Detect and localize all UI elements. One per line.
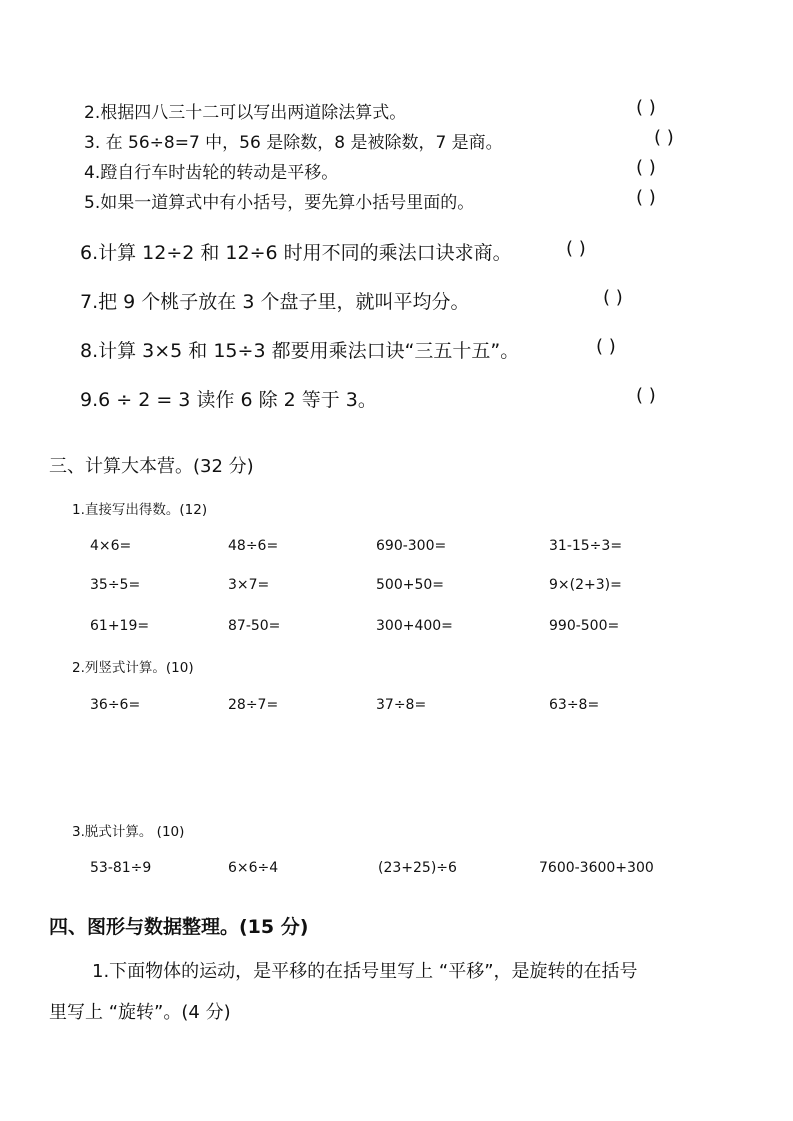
vertical-calc: 37÷8= [376,697,427,713]
oral-calc: 500+50= [376,577,444,593]
oral-calc: 690-300= [376,538,447,554]
oral-calc: 300+400= [376,618,453,634]
judgement-item-5: 5.如果一道算式中有小括号，要先算小括号里面的。 [84,193,475,213]
stepwise-calc: 53-81÷9 [90,860,152,876]
part1-title: 1.直接写出得数。(12) [72,502,208,518]
answer-paren-5[interactable]: ( ) [636,187,656,208]
vertical-calc: 36÷6= [90,697,141,713]
oral-calc: 4×6= [90,538,132,554]
judgement-item-7: 7.把 9 个桃子放在 3 个盘子里，就叫平均分。 [80,291,470,313]
judgement-item-3: 3. 在 56÷8=7 中，56 是除数，8 是被除数，7 是商。 [84,133,503,153]
stepwise-calc: 7600-3600+300 [539,860,654,876]
judgement-item-2: 2.根据四八三十二可以写出两道除法算式。 [84,103,407,123]
judgement-item-9: 9.6 ÷ 2 = 3 读作 6 除 2 等于 3。 [80,389,377,411]
answer-paren-4[interactable]: ( ) [636,157,656,178]
oral-calc: 3×7= [228,577,270,593]
answer-paren-2[interactable]: ( ) [636,97,656,118]
stepwise-calc: 6×6÷4 [228,860,279,876]
oral-calc: 87-50= [228,618,281,634]
vertical-calc: 28÷7= [228,697,279,713]
oral-calc: 35÷5= [90,577,141,593]
judgement-item-6: 6.计算 12÷2 和 12÷6 时用不同的乘法口诀求商。 [80,242,512,264]
judgement-item-4: 4.蹬自行车时齿轮的转动是平移。 [84,163,339,183]
part3-title: 3.脱式计算。 (10) [72,824,185,840]
section4-q1-line1: 1.下面物体的运动，是平移的在括号里写上 “平移”，是旋转的在括号 [92,961,638,982]
answer-paren-3[interactable]: ( ) [654,127,674,148]
vertical-calc: 63÷8= [549,697,600,713]
stepwise-calc: (23+25)÷6 [378,860,457,876]
oral-calc: 31-15÷3= [549,538,623,554]
judgement-item-8: 8.计算 3×5 和 15÷3 都要用乘法口诀“三五十五”。 [80,340,520,362]
section3-title: 三、计算大本营。(32 分) [49,456,254,477]
section4-title: 四、图形与数据整理。(15 分) [49,916,309,938]
answer-paren-7[interactable]: ( ) [603,287,623,308]
oral-calc: 48÷6= [228,538,279,554]
oral-calc: 990-500= [549,618,620,634]
answer-paren-9[interactable]: ( ) [636,385,656,406]
answer-paren-8[interactable]: ( ) [596,336,616,357]
section4-q1-line2: 里写上 “旋转”。(4 分) [49,1002,231,1023]
oral-calc: 61+19= [90,618,150,634]
oral-calc: 9×(2+3)= [549,577,622,593]
part2-title: 2.列竖式计算。(10) [72,660,194,676]
answer-paren-6[interactable]: ( ) [566,238,586,259]
